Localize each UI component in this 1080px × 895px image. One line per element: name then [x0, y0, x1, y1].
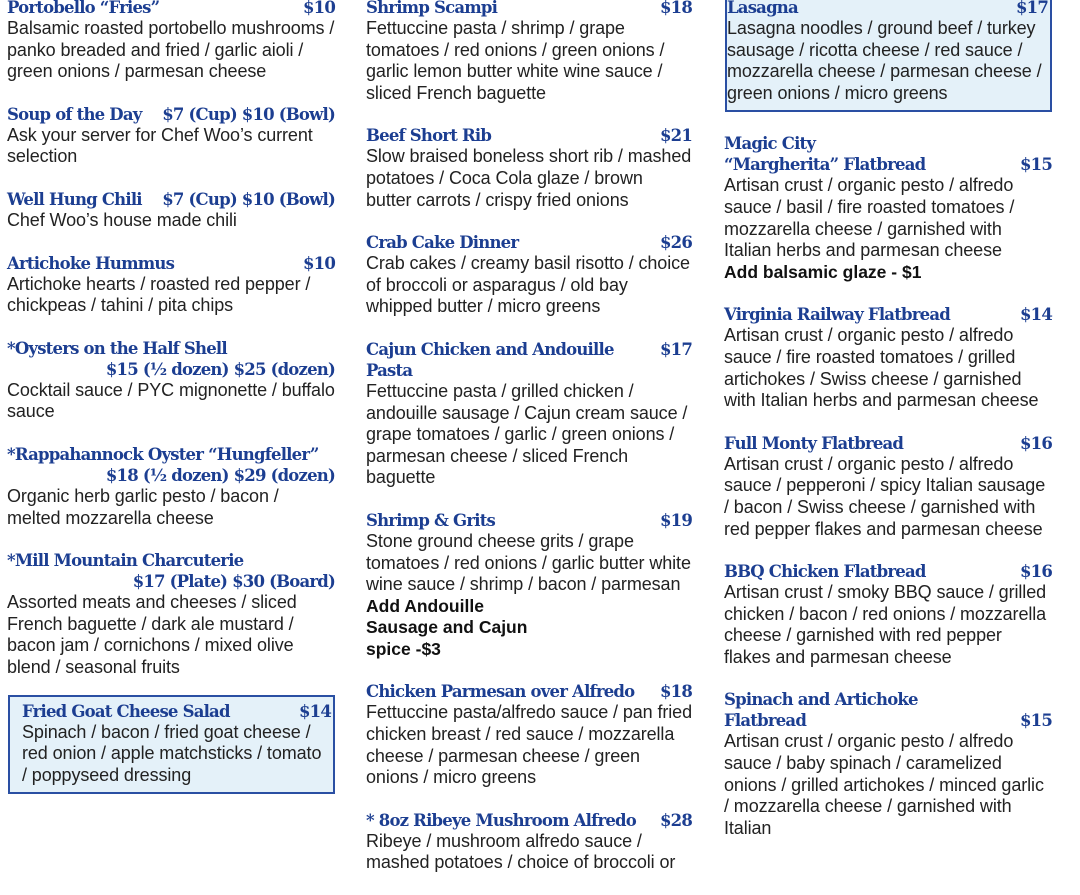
menu-item	[7, 550, 335, 678]
item-price: $10	[302, 253, 335, 273]
item-description: Fettuccine pasta / grilled chicken / andouille sausage / Cajun cream sauce / grape tomatoes / garlic / green onions / parmesan cheese / sliced French baguette	[366, 380, 688, 488]
item-price: $18	[659, 0, 692, 17]
menu-item	[366, 0, 692, 104]
item-name: Full Monty Flatbread	[724, 433, 904, 453]
item-price: $14	[298, 701, 331, 721]
item-description: Stone ground cheese grits / grape tomatoes / red onions / garlic butter white wine sauce / shrimp / bacon / parmesan	[366, 530, 691, 595]
item-name: Cajun Chicken and Andouille Pasta	[366, 339, 614, 380]
item-addon: Add balsamic glaze - $1	[724, 261, 922, 282]
menu-item	[7, 189, 335, 232]
menu-item	[724, 304, 1052, 411]
menu-item	[724, 433, 1052, 540]
item-price: $16	[1019, 433, 1052, 453]
item-price: $10	[302, 0, 335, 17]
menu-column-3	[724, 0, 1052, 860]
item-description: Artisan crust / smoky BBQ sauce / grilled chicken / bacon / red onions / mozzarella cheese / garnished with red pepper flakes and parmesan cheese	[724, 582, 1047, 667]
menu-item	[366, 810, 692, 874]
menu-item-featured	[8, 695, 335, 795]
item-name: BBQ Chicken Flatbread	[724, 562, 926, 582]
menu-column-2	[366, 0, 692, 895]
item-name: Crab Cake Dinner	[366, 233, 519, 253]
menu-item	[366, 339, 692, 489]
item-price: $28	[659, 810, 692, 830]
item-description: Fettuccine pasta / shrimp / grape tomatoes / red onions / green onions / garlic lemon butter white wine sauce / sliced French baguette	[366, 18, 665, 103]
item-name: Soup of the Day	[7, 104, 142, 124]
item-price: $21	[659, 126, 692, 146]
item-description: Artisan crust / organic pesto / alfredo sauce / pepperoni / spicy Italian sausage / bacon / Swiss cheese / garnished with red pepper flakes and parmesan cheese	[724, 453, 1046, 539]
item-description: Assorted meats and cheeses / sliced French baguette / dark ale mustard / bacon jam / cornichons / mixed olive blend / seasonal fruits	[7, 592, 297, 677]
item-description: Ask your server for Chef Woo’s current selection	[7, 124, 313, 167]
menu-column-1	[7, 0, 335, 815]
item-addon: Add Andouille Sausage and Cajun spice -$3	[366, 595, 528, 659]
item-name-line2: Flatbread	[724, 711, 807, 731]
item-name: *Rappahannock Oyster “Hungfeller”	[7, 444, 319, 464]
item-name: Artichoke Hummus	[7, 253, 175, 273]
item-price: $26	[659, 233, 692, 253]
item-description: Spinach / bacon / fried goat cheese / red onion / apple matchsticks / tomato / poppyseed dressing	[22, 721, 322, 785]
item-name: Lasagna	[727, 0, 798, 17]
item-price: $17	[659, 339, 692, 359]
item-description: Chef Woo’s house made chili	[7, 209, 237, 230]
menu-item	[366, 125, 692, 211]
menu-item	[724, 133, 1052, 283]
item-price: $18 (½ dozen) $29 (dozen)	[105, 465, 335, 485]
menu-item	[366, 510, 692, 661]
menu-item	[724, 689, 1052, 839]
item-description: Fettuccine pasta/alfredo sauce / pan fried chicken breast / red sauce / mozzarella cheese / parmesan cheese / green onions / micro greens	[366, 702, 692, 788]
menu-item	[7, 0, 335, 83]
menu-item	[366, 232, 692, 318]
item-price: $19	[659, 510, 692, 530]
item-name: *Oysters on the Half Shell	[7, 338, 227, 358]
item-description: Organic herb garlic pesto / bacon / melted mozzarella cheese	[7, 485, 279, 528]
item-description: Slow braised boneless short rib / mashed potatoes / Coca Cola glaze / brown butter carrots / crispy fried onions	[366, 146, 692, 210]
item-name: Spinach and Artichoke	[724, 690, 918, 710]
item-name: Magic City	[724, 134, 816, 154]
item-name: Fried Goat Cheese Salad	[22, 701, 230, 721]
item-price: $7 (Cup) $10 (Bowl)	[162, 189, 335, 209]
item-name: Shrimp & Grits	[366, 510, 496, 530]
item-name-line2: “Margherita” Flatbread	[724, 155, 926, 175]
item-price: $14	[1019, 305, 1052, 325]
item-name: Well Hung Chili	[7, 189, 142, 209]
menu-item	[7, 444, 335, 529]
item-name: Virginia Railway Flatbread	[724, 305, 950, 325]
item-description: Balsamic roasted portobello mushrooms / panko breaded and fried / garlic aioli / green onions / parmesan cheese	[7, 18, 335, 82]
item-description: Artisan crust / organic pesto / alfredo sauce / basil / fire roasted tomatoes / mozzarella cheese / garnished with Italian herbs and parmesan cheese	[724, 175, 1015, 261]
item-description: Lasagna noodles / ground beef / turkey sausage / ricotta cheese / red sauce / mozzarella cheese / parmesan cheese / green onions / micro greens	[727, 18, 1042, 103]
item-name: Chicken Parmesan over Alfredo	[366, 682, 635, 702]
menu-item	[724, 561, 1052, 668]
item-price: $18	[659, 682, 692, 702]
item-name: *Mill Mountain Charcuterie	[7, 551, 244, 571]
item-name: * 8oz Ribeye Mushroom Alfredo	[366, 810, 636, 830]
item-price: $15	[1019, 155, 1052, 175]
menu-item-featured	[725, 0, 1052, 112]
item-price: $15 (½ dozen) $25 (dozen)	[105, 359, 335, 379]
item-description: Artisan crust / organic pesto / alfredo sauce / fire roasted tomatoes / grilled artichokes / Swiss cheese / garnished with Italian herbs and parmesan cheese	[724, 325, 1039, 411]
item-description: Cocktail sauce / PYC mignonette / buffalo sauce	[7, 379, 335, 422]
menu-item	[7, 104, 335, 168]
menu-item	[366, 681, 692, 788]
item-price: $15	[1019, 711, 1052, 731]
item-price: $16	[1019, 562, 1052, 582]
item-price: $17 (Plate) $30 (Board)	[132, 572, 335, 592]
item-name: Beef Short Rib	[366, 126, 492, 146]
item-name: Portobello “Fries”	[7, 0, 160, 17]
item-price: $17	[1015, 0, 1048, 17]
item-description: Crab cakes / creamy basil risotto / choice of broccoli or asparagus / old bay whipped butter / micro greens	[366, 253, 690, 317]
item-description: Artisan crust / organic pesto / alfredo sauce / baby spinach / caramelized onions / grilled artichokes / minced garlic / mozzarella cheese / garnished with Italian	[724, 731, 1044, 838]
item-price: $7 (Cup) $10 (Bowl)	[162, 104, 335, 124]
item-description: Artichoke hearts / roasted red pepper / chickpeas / tahini / pita chips	[7, 273, 311, 316]
item-description: Ribeye / mushroom alfredo sauce / mashed potatoes / choice of broccoli or	[366, 830, 676, 873]
item-name: Shrimp Scampi	[366, 0, 498, 17]
menu-item	[7, 338, 335, 423]
menu-item	[7, 253, 335, 317]
